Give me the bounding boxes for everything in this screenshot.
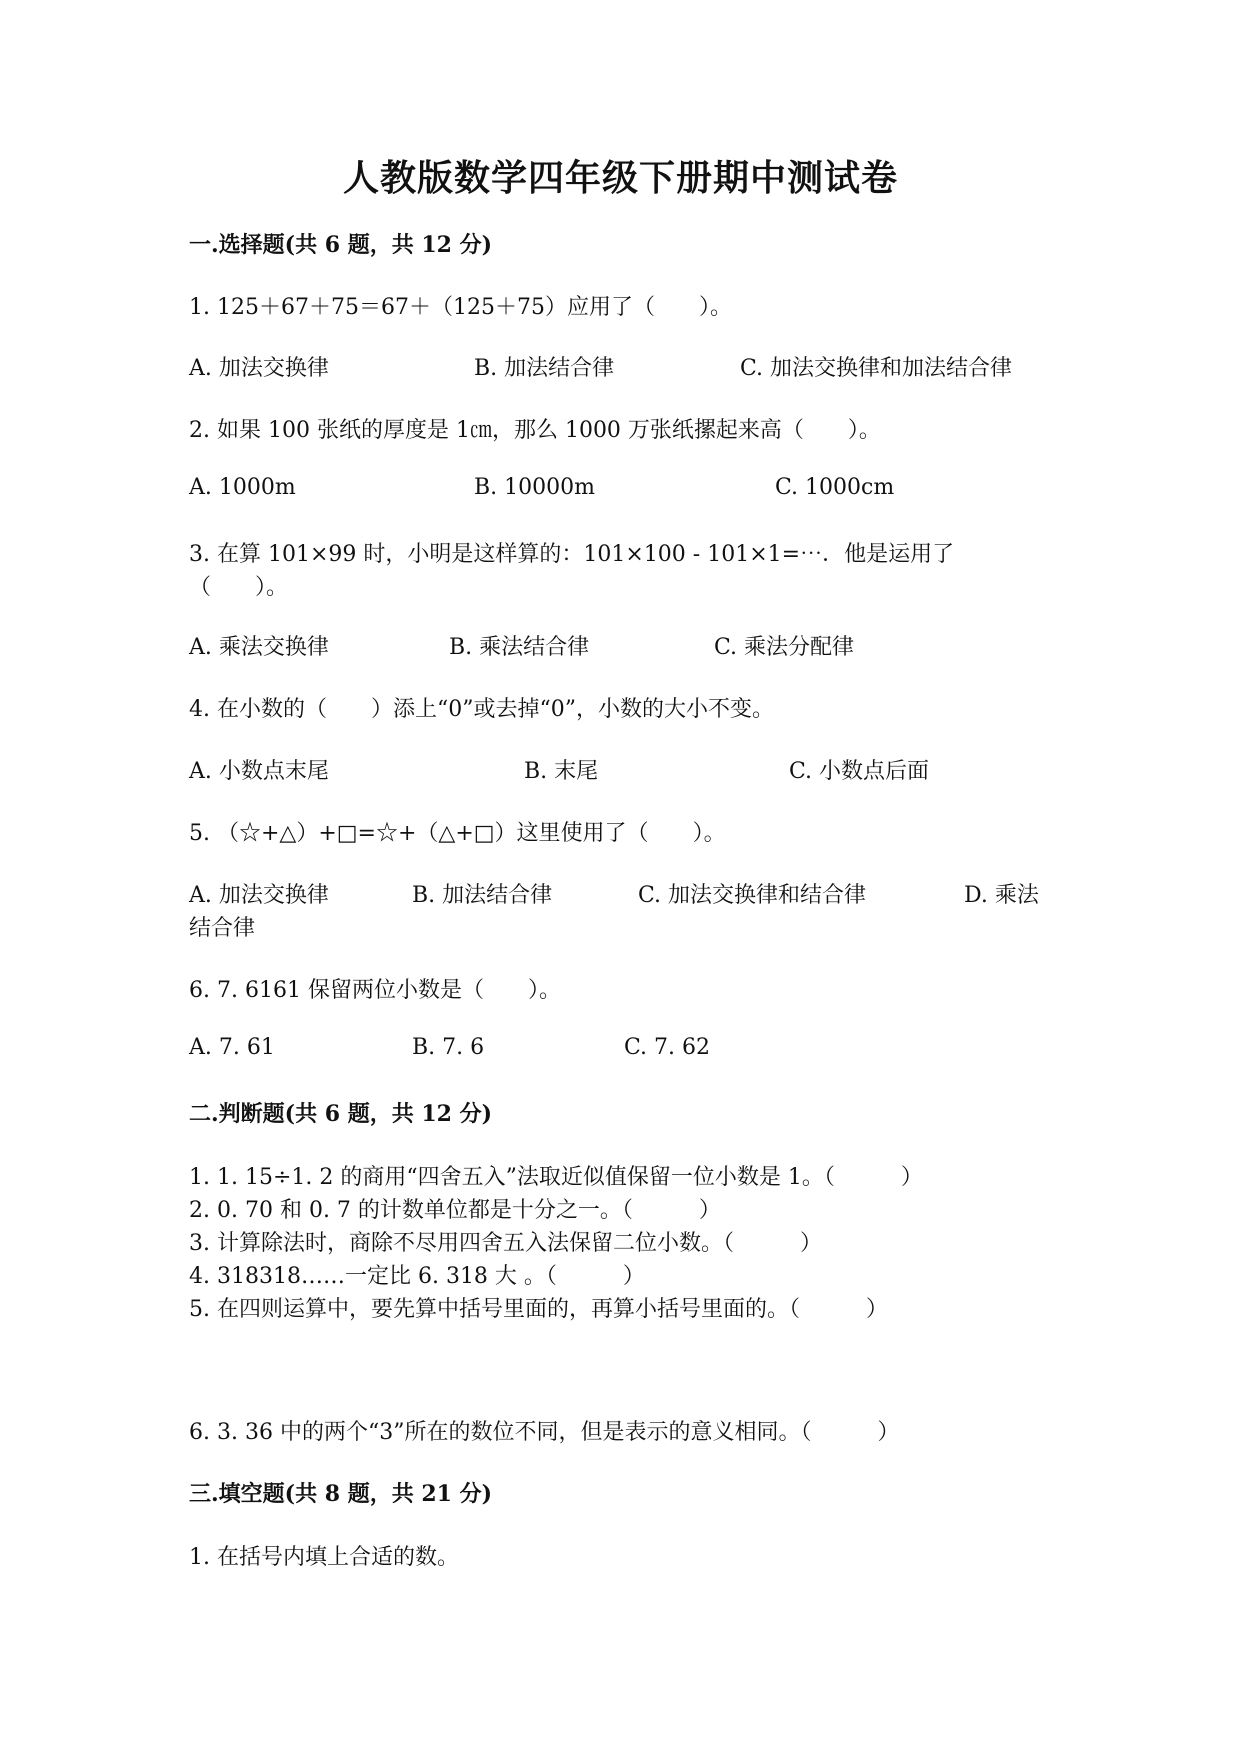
- question-stem: 4. 在小数的（ ）添上“0”或去掉“0”，小数的大小不变。: [189, 697, 774, 722]
- question-option: A. 加法交换律: [189, 356, 329, 381]
- question-option: A. 1000m: [189, 475, 296, 500]
- judge-item: 3. 计算除法时，商除不尽用四舍五入法保留二位小数。（ ）: [189, 1231, 822, 1256]
- question-option: B. 乘法结合律: [449, 635, 590, 660]
- question-option: C. 7. 62: [624, 1035, 711, 1060]
- question-option: C. 1000cm: [775, 475, 895, 500]
- question-stem: 5. （☆+△）+□=☆+（△+□）这里使用了（ ）。: [189, 821, 726, 846]
- section-heading-fill: 三.填空题(共 8 题，共 21 分): [189, 1481, 493, 1507]
- judge-item: 5. 在四则运算中，要先算中括号里面的，再算小括号里面的。（ ）: [189, 1297, 888, 1322]
- question-option: B. 加法结合律: [474, 356, 615, 381]
- question-option: A. 加法交换律: [189, 883, 329, 908]
- judge-item: 4. 318318……一定比 6. 318 大 。（ ）: [189, 1264, 645, 1289]
- question-option: A. 乘法交换律: [189, 635, 329, 660]
- question-option: C. 加法交换律和结合律: [638, 883, 867, 908]
- question-option: B. 加法结合律: [412, 883, 553, 908]
- section-heading-judge: 二.判断题(共 6 题，共 12 分): [189, 1101, 493, 1127]
- question-option: A. 7. 61: [189, 1035, 275, 1060]
- question-option: B. 7. 6: [412, 1035, 485, 1060]
- question-stem-continued: （ ）。: [189, 575, 289, 600]
- section-heading-choice: 一.选择题(共 6 题，共 12 分): [189, 232, 493, 258]
- judge-item: 2. 0. 70 和 0. 7 的计数单位都是十分之一。（ ）: [189, 1198, 721, 1223]
- question-stem: 6. 7. 6161 保留两位小数是（ ）。: [189, 978, 561, 1003]
- judge-item: 6. 3. 36 中的两个“3”所在的数位不同，但是表示的意义相同。（ ）: [189, 1420, 900, 1445]
- question-option: B. 末尾: [524, 759, 599, 784]
- question-option: C. 加法交换律和加法结合律: [740, 356, 1013, 381]
- question-stem: 2. 如果 100 张纸的厚度是 1㎝，那么 1000 万张纸摞起来高（ ）。: [189, 418, 881, 443]
- question-option-continued: 结合律: [189, 916, 256, 941]
- question-stem: 3. 在算 101×99 时，小明是这样算的：101×100 - 101×1=⋯．他是运用了: [189, 542, 955, 567]
- page-title: 人教版数学四年级下册期中测试卷: [342, 157, 898, 199]
- question-option: C. 小数点后面: [789, 759, 930, 784]
- question-option: B. 10000m: [474, 475, 595, 500]
- question-option: A. 小数点末尾: [189, 759, 329, 784]
- question-option: C. 乘法分配律: [714, 635, 855, 660]
- question-stem: 1. 125＋67＋75＝67＋（125＋75）应用了（ ）。: [189, 295, 732, 320]
- fill-item: 1. 在括号内填上合适的数。: [189, 1545, 459, 1570]
- judge-item: 1. 1. 15÷1. 2 的商用“四舍五入”法取近似值保留一位小数是 1。（ ）: [189, 1165, 923, 1190]
- question-option: D. 乘法: [964, 883, 1039, 908]
